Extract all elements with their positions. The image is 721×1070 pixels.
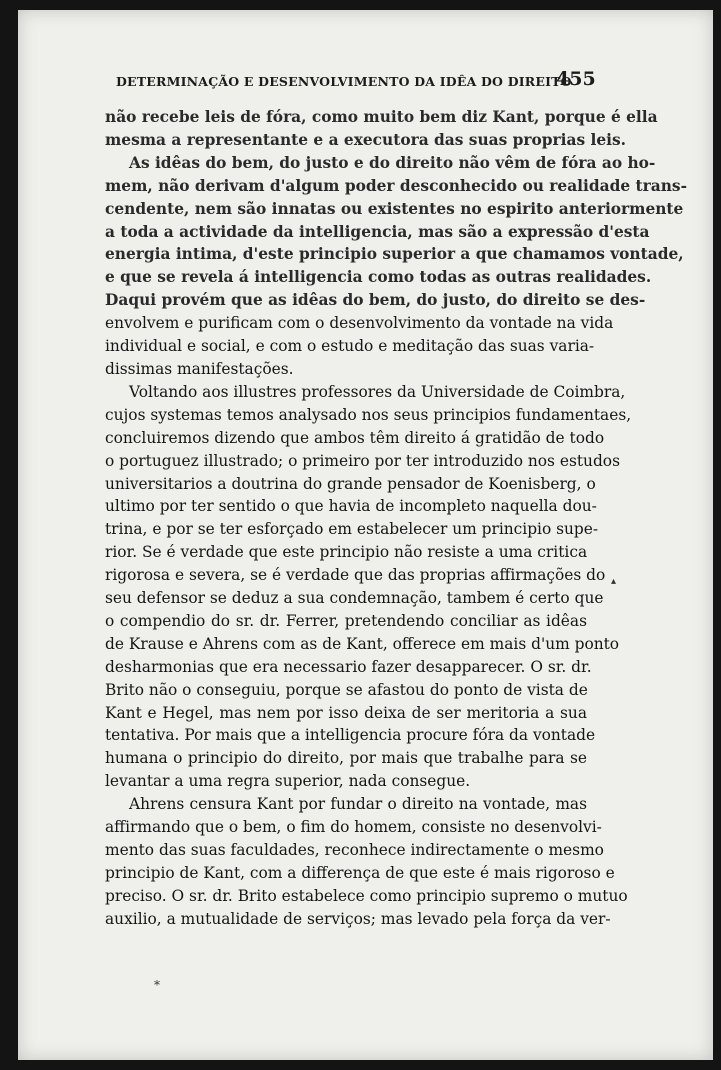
text-line: ultimo por ter sentido o que havia de incompleto naquella dou-: [105, 497, 597, 516]
text-line: rigorosa e severa, se é verdade que das proprias affirmações do: [105, 566, 606, 585]
text-line: universitarios a doutrina do grande pensador de Koenisberg, o: [105, 474, 596, 493]
text-line: affirmando que o bem, o fim do homem, consiste no desenvolvi-: [105, 818, 602, 837]
text-line: As idêas do bem, do justo e do direito não vêm de fóra ao ho-: [129, 153, 656, 172]
ink-speck-mark: ▴: [611, 576, 617, 587]
paragraph-2: [105, 152, 687, 381]
text-line: mesma a representante e a executora das suas proprias leis.: [105, 130, 627, 149]
text-line: Daqui provém que as idêas do bem, do justo, do direito se des-: [105, 291, 646, 310]
ink-speck-mark: *: [154, 978, 160, 992]
text-line: Ahrens censura Kant por fundar o direito na vontade, mas: [129, 795, 587, 814]
text-line: o compendio do sr. dr. Ferrer, pretendendo conciliar as idêas: [105, 611, 587, 630]
text-line: tentativa. Por mais que a intelligencia procure fóra da vontade: [105, 726, 596, 745]
text-line: preciso. O sr. dr. Brito estabelece como principio supremo o mutuo: [105, 886, 628, 905]
text-line: energia intima, d'este principio superior a que chamamos vontade,: [105, 245, 684, 264]
running-header: DETERMINAÇÃO E DESENVOLVIMENTO DA IDÊA DO DIREITO: [116, 74, 572, 89]
text-line: o portuguez illustrado; o primeiro por ter introduzido nos estudos: [105, 451, 620, 470]
page-number: 455: [556, 68, 596, 90]
text-line: de Krause e Ahrens com as de Kant, offerece em mais d'um ponto: [105, 634, 620, 653]
paragraph-1: [105, 106, 658, 152]
text-line: levantar a uma regra superior, nada consegue.: [105, 772, 471, 791]
text-line: Voltando aos illustres professores da Universidade de Coimbra,: [129, 382, 626, 401]
text-line: trina, e por se ter esforçado em estabelecer um principio supe-: [105, 520, 599, 539]
text-line: concluiremos dizendo que ambos têm direito á gratidão de todo: [105, 428, 605, 447]
text-line: principio de Kant, com a differença de que este é mais rigoroso e: [105, 863, 615, 882]
paragraph-4: [105, 793, 628, 930]
text-line: humana o principio do direito, por mais que trabalhe para se: [105, 749, 587, 768]
text-line: envolvem e purificam com o desenvolvimento da vontade na vida: [105, 314, 614, 333]
text-line: mento das suas faculdades, reconhece indirectamente o mesmo: [105, 841, 604, 859]
text-line: desharmonias que era necessario fazer desapparecer. O sr. dr.: [105, 657, 592, 676]
text-line: cujos systemas temos analysado nos seus principios fundamentaes,: [105, 405, 632, 424]
text-line: a toda a actividade da intelligencia, mas são a expressão d'esta: [105, 222, 650, 241]
text-line: e que se revela á intelligencia como todas as outras realidades.: [105, 268, 652, 287]
text-line: Kant e Hegel, mas nem por isso deixa de ser meritoria a sua: [105, 703, 587, 722]
body-text: [105, 106, 687, 931]
text-line: rior. Se é verdade que este principio não resiste a uma critica: [105, 543, 588, 562]
paragraph-3: [105, 381, 632, 793]
text-line: dissimas manifestações.: [105, 359, 294, 378]
text-line: mem, não derivam d'algum poder desconhecido ou realidade trans-: [105, 176, 687, 195]
text-line: auxilio, a mutualidade de serviços; mas levado pela força da ver-: [105, 909, 611, 928]
text-line: não recebe leis de fóra, como muito bem diz Kant, porque é ella: [105, 108, 658, 126]
text-line: seu defensor se deduz a sua condemnação, tambem é certo que: [105, 589, 604, 608]
book-page: [18, 10, 713, 1060]
text-line: cendente, nem são innatas ou existentes no espirito anteriormente: [105, 199, 684, 218]
text-line: individual e social, e com o estudo e meditação das suas varia-: [105, 337, 595, 356]
text-line: Brito não o conseguiu, porque se afastou do ponto de vista de: [105, 680, 588, 699]
